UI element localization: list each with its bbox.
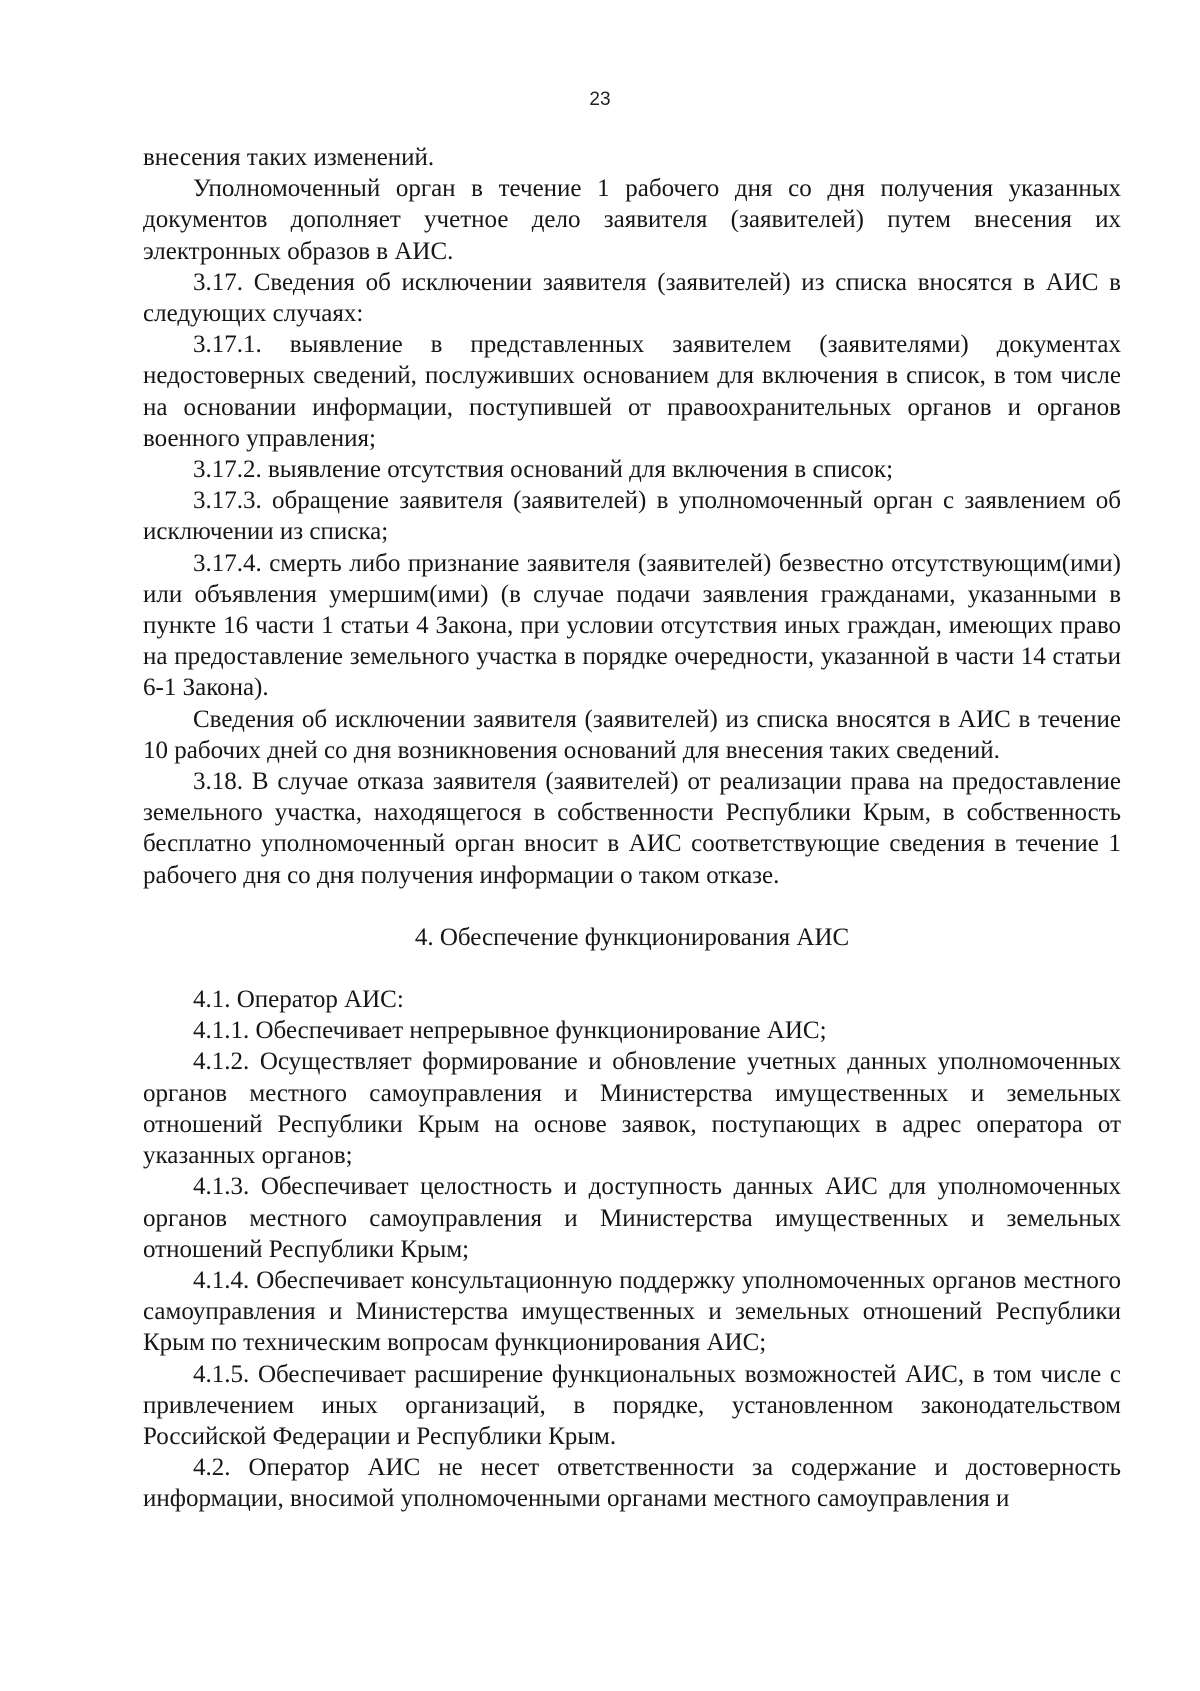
paragraph: 4.1. Оператор АИС: <box>193 986 404 1014</box>
paragraph: 4.2. Оператор АИС не несет ответственности за содержание и достоверность информации, вносимой уполномоченными органами местного самоуправления и <box>143 1454 1121 1513</box>
paragraph: 4.1.4. Обеспечивает консультационную поддержку уполномоченных органов местного самоуправления и Министерства имущественных и земельных отношений Республики Крым по техническим вопросам функционирования АИС; <box>143 1266 1121 1357</box>
paragraph: 4.1.1. Обеспечивает непрерывное функционирование АИС; <box>193 1017 827 1045</box>
paragraph: внесения таких изменений. <box>143 144 435 171</box>
paragraph: Уполномоченный орган в течение 1 рабочего дня со дня получения указанных документов дополняет учетное дело заявителя (заявителей) путем внесения их электронных образов в АИС. <box>143 175 1121 265</box>
paragraph: 4.1.3. Обеспечивает целостность и доступность данных АИС для уполномоченных органов местного самоуправления и Министерства имущественных и земельных отношений Республики Крым; <box>143 1173 1121 1263</box>
paragraphs-before-heading <box>143 142 1121 891</box>
paragraph: Сведения об исключении заявителя (заявителей) из списка вносятся в АИС в течение 10 рабочих дней со дня возникновения оснований для внесения таких сведений. <box>143 705 1121 764</box>
paragraph: 3.17.1. выявление в представленных заявителем (заявителями) документах недостоверных сведений, послуживших основанием для включения в список, в том числе на основании информации, поступившей от правоохранительных органов и органов военного управления; <box>143 331 1121 452</box>
paragraphs-after-heading <box>143 984 1121 1514</box>
paragraph: 3.18. В случае отказа заявителя (заявителей) от реализации права на предоставление земельного участка, находящегося в собственности Республики Крым, в собственность бесплатно уполномоченный орган вносит в АИС соответствующие сведения в течение 1 рабочего дня со дня получения информации о таком отказе. <box>143 768 1121 889</box>
paragraph: 4.1.2. Осуществляет формирование и обновление учетных данных уполномоченных органов местного самоуправления и Министерства имущественных и земельных отношений Республики Крым на основе заявок, поступающих в адрес оператора от указанных органов; <box>143 1048 1121 1170</box>
paragraph: 3.17.3. обращение заявителя (заявителей) в уполномоченный орган с заявлением об исключении из списка; <box>143 487 1121 546</box>
paragraph: 3.17. Сведения об исключении заявителя (заявителей) из списка вносятся в АИС в следующих случаях: <box>143 268 1121 328</box>
paragraph: 4.1.5. Обеспечивает расширение функциональных возможностей АИС, в том числе с привлечением иных организаций, в порядке, установленном законодательством Российской Федерации и Республики Крым. <box>143 1360 1121 1450</box>
document-body <box>143 142 1121 1515</box>
paragraph: 3.17.2. выявление отсутствия оснований для включения в список; <box>193 456 894 484</box>
section-heading: 4. Обеспечение функционирования АИС <box>414 923 850 951</box>
paragraph: 3.17.4. смерть либо признание заявителя (заявителей) безвестно отсутствующим(ими) или объявления умершим(ими) (в случае подачи заявления гражданами, указанными в пункте 16 части 1 статьи 4 Закона, при условии отсутствия иных граждан, имеющих право на предоставление земельного участка в порядке очередности, указанной в части 14 статьи 6-1 Закона). <box>143 549 1121 702</box>
page-number: 23 <box>589 89 611 110</box>
